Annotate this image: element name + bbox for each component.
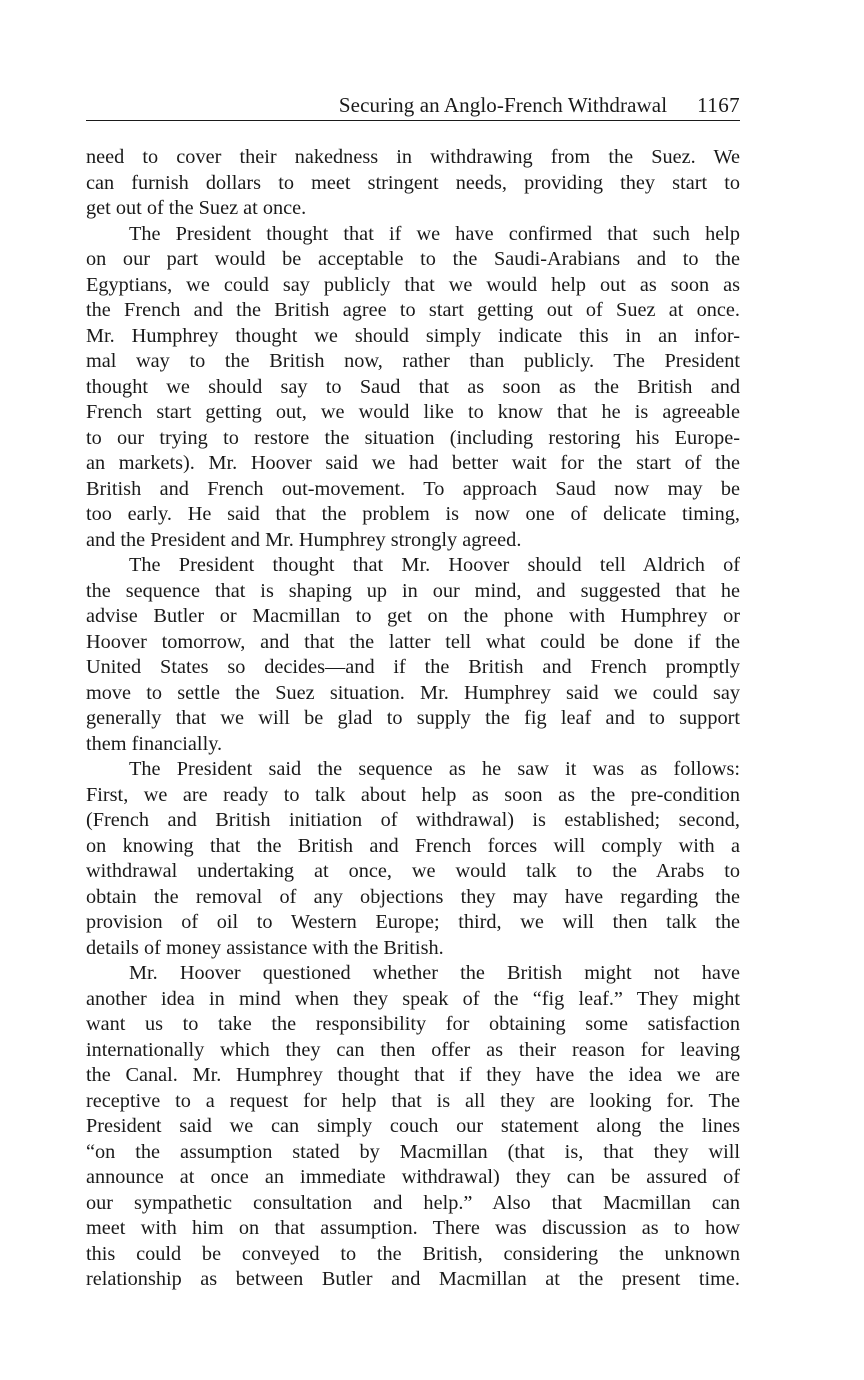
- text-line: the French and the British agree to start getting out of Suez at once.: [86, 299, 740, 321]
- text-line: relationship as between Butler and Macmillan at the present time.: [86, 1268, 740, 1290]
- text-line: withdrawal undertaking at once, we would talk to the Arabs to: [86, 860, 740, 882]
- text-line: The President thought that Mr. Hoover should tell Aldrich of: [129, 554, 740, 576]
- text-line: United States so decides—and if the British and French promptly: [86, 656, 740, 678]
- text-line: announce at once an immediate withdrawal) they can be assured of: [86, 1166, 740, 1188]
- text-line: receptive to a request for help that is all they are looking for. The: [86, 1089, 740, 1112]
- running-head: [86, 92, 740, 121]
- text-line: meet with him on that assumption. There was discussion as to how: [86, 1217, 740, 1239]
- text-line: British and French out-movement. To approach Saud now may be: [86, 477, 740, 500]
- paragraph: [86, 145, 740, 222]
- text-line: want us to take the responsibility for obtaining some satisfaction: [86, 1013, 740, 1035]
- text-line: obtain the removal of any objections they may have regarding the: [86, 885, 740, 908]
- text-line: thought we should say to Saud that as soon as the British and: [86, 375, 740, 398]
- text-line: another idea in mind when they speak of the “fig leaf.” They might: [86, 987, 740, 1010]
- running-head-title: Securing an Anglo-French Withdrawal: [338, 93, 668, 117]
- text-line: get out of the Suez at once.: [86, 197, 307, 219]
- text-line: Mr. Humphrey thought we should simply indicate this in an infor-: [86, 324, 740, 347]
- paragraph: [86, 222, 740, 554]
- text-line: French start getting out, we would like to know that he is agreeable: [86, 401, 740, 423]
- text-line: President said we can simply couch our statement along the lines: [86, 1115, 740, 1137]
- text-line: The President thought that if we have confirmed that such help: [129, 222, 740, 245]
- text-line: on our part would be acceptable to the Saudi-Arabians and to the: [86, 248, 740, 270]
- text-line: details of money assistance with the British.: [86, 936, 444, 959]
- text-line: Egyptians, we could say publicly that we would help out as soon as: [86, 273, 740, 296]
- paragraph: [86, 757, 740, 961]
- document-page: [86, 92, 740, 1293]
- text-line: generally that we will be glad to supply the fig leaf and to support: [86, 707, 740, 729]
- text-line: The President said the sequence as he saw it was as follows:: [129, 758, 740, 780]
- text-line: them financially.: [86, 732, 223, 755]
- text-line: “on the assumption stated by Macmillan (that is, that they will: [86, 1140, 740, 1163]
- text-line: mal way to the British now, rather than publicly. The President: [86, 350, 740, 372]
- paragraph: [86, 961, 740, 1293]
- page-number: 1167: [697, 93, 740, 117]
- text-line: and the President and Mr. Humphrey strongly agreed.: [86, 528, 522, 551]
- text-line: our sympathetic consultation and help.” Also that Macmillan can: [86, 1191, 740, 1214]
- text-line: an markets). Mr. Hoover said we had better wait for the start of the: [86, 452, 740, 474]
- text-line: the sequence that is shaping up in our mind, and suggested that he: [86, 579, 740, 602]
- text-line: advise Butler or Macmillan to get on the phone with Humphrey or: [86, 605, 740, 627]
- text-line: to our trying to restore the situation (including restoring his Europe-: [86, 426, 740, 449]
- text-line: the Canal. Mr. Humphrey thought that if they have the idea we are: [86, 1064, 740, 1086]
- body-text: [86, 145, 740, 1293]
- text-line: move to settle the Suez situation. Mr. Humphrey said we could say: [86, 681, 740, 704]
- paragraph: [86, 553, 740, 757]
- text-line: (French and British initiation of withdrawal) is established; second,: [86, 809, 740, 831]
- text-line: Mr. Hoover questioned whether the British might not have: [129, 962, 740, 984]
- text-line: First, we are ready to talk about help as soon as the pre-condition: [86, 783, 740, 806]
- text-line: too early. He said that the problem is now one of delicate timing,: [86, 503, 740, 525]
- text-line: internationally which they can then offer as their reason for leaving: [86, 1038, 740, 1061]
- text-line: provision of oil to Western Europe; third, we will then talk the: [86, 911, 740, 933]
- text-line: on knowing that the British and French forces will comply with a: [86, 834, 740, 857]
- text-line: can furnish dollars to meet stringent needs, providing they start to: [86, 171, 740, 194]
- text-line: this could be conveyed to the British, considering the unknown: [86, 1242, 740, 1265]
- text-line: need to cover their nakedness in withdrawing from the Suez. We: [86, 146, 740, 168]
- text-line: Hoover tomorrow, and that the latter tell what could be done if the: [86, 630, 740, 653]
